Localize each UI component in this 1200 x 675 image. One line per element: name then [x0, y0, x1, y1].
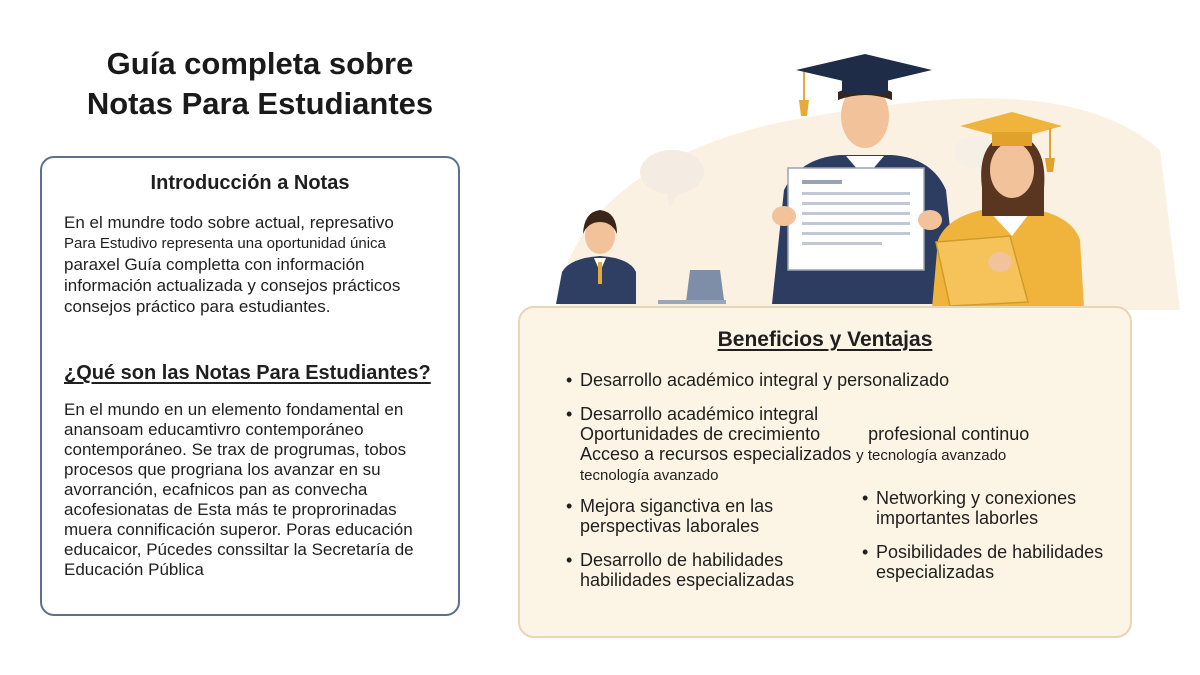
benefits-card	[518, 306, 1132, 638]
intro-paragraph	[64, 212, 448, 317]
graduates-illustration	[520, 40, 1200, 330]
what-line: educaicor, Púcedes conssiltar la Secretaría de	[64, 540, 414, 559]
benefit-text: Networking y conexiones	[876, 488, 1077, 508]
benefit-item	[566, 496, 774, 536]
intro-card	[40, 156, 460, 616]
benefit-text: Desarrollo académico integral	[580, 404, 819, 424]
benefit-item	[862, 488, 1077, 528]
intro-line: Para Estudivo representa una oportunidad única	[64, 235, 386, 252]
what-line: muera connificación superor. Poras educación	[64, 520, 413, 539]
title-line-1: Guía completa sobre	[106, 46, 414, 81]
what-line: avorranción, ecafnicos pan as convecha	[64, 480, 368, 499]
bullet-icon: •	[862, 488, 869, 508]
benefit-text: tecnología avanzado	[580, 467, 719, 484]
page-title	[60, 44, 460, 124]
intro-line: En el mundre todo sobre actual, represativo	[64, 213, 394, 232]
benefit-text-part: y tecnología avanzado	[856, 447, 1007, 464]
benefit-item	[566, 550, 795, 590]
benefit-text: especializadas	[876, 562, 995, 582]
what-line: acofesionatas de Esta más te proprorinadas	[64, 500, 397, 519]
bullet-icon: •	[862, 542, 869, 562]
what-line: Educación Pública	[64, 560, 204, 579]
what-line: anansoam educamtivro contemporáneo	[64, 420, 364, 439]
what-paragraph	[64, 400, 450, 580]
speech-bubble-icon	[640, 150, 704, 194]
bullet-icon: •	[566, 370, 573, 390]
benefit-text: Desarrollo académico integral y personalizado	[580, 370, 950, 390]
what-line: procesos que progriana los avanzar en su	[64, 460, 381, 479]
benefit-text: Desarrollo de habilidades	[580, 550, 784, 570]
intro-line: información actualizada y consejos prácticos	[64, 276, 401, 295]
what-line: En el mundo en un elemento fondamental en	[64, 400, 404, 419]
benefit-text	[580, 444, 1029, 466]
intro-line: paraxel Guía completta con información	[64, 255, 365, 274]
intro-heading: Introducción a Notas	[150, 172, 350, 194]
benefit-text: Posibilidades de habilidades	[876, 542, 1104, 562]
bullet-icon: •	[566, 550, 573, 570]
what-heading: ¿Qué son las Notas Para Estudiantes?	[64, 362, 431, 384]
benefit-item	[566, 370, 950, 390]
what-line: contemporáneo. Se trax de progrumas, tobos	[64, 440, 407, 459]
benefit-text-part: profesional continuo	[868, 424, 1030, 444]
benefits-heading: Beneficios y Ventajas	[717, 328, 933, 351]
graduate-center-figure	[772, 54, 958, 304]
bullet-icon: •	[566, 496, 573, 516]
benefit-text-part: Acceso a recursos especializados	[580, 444, 852, 464]
benefit-item	[566, 404, 1030, 486]
intro-line: consejos práctico para estudiantes.	[64, 297, 331, 316]
benefit-text: Mejora siganctiva en las	[580, 496, 774, 516]
benefit-item	[862, 542, 1104, 582]
title-line-2: Notas Para Estudiantes	[86, 86, 434, 121]
bullet-icon: •	[566, 404, 573, 424]
benefit-text: importantes laborles	[876, 508, 1039, 528]
benefit-text: habilidades especializadas	[580, 570, 795, 590]
benefit-text: perspectivas laborales	[580, 516, 760, 536]
benefit-text-part: Oportunidades de crecimiento	[580, 424, 821, 444]
benefit-text	[580, 424, 1029, 444]
